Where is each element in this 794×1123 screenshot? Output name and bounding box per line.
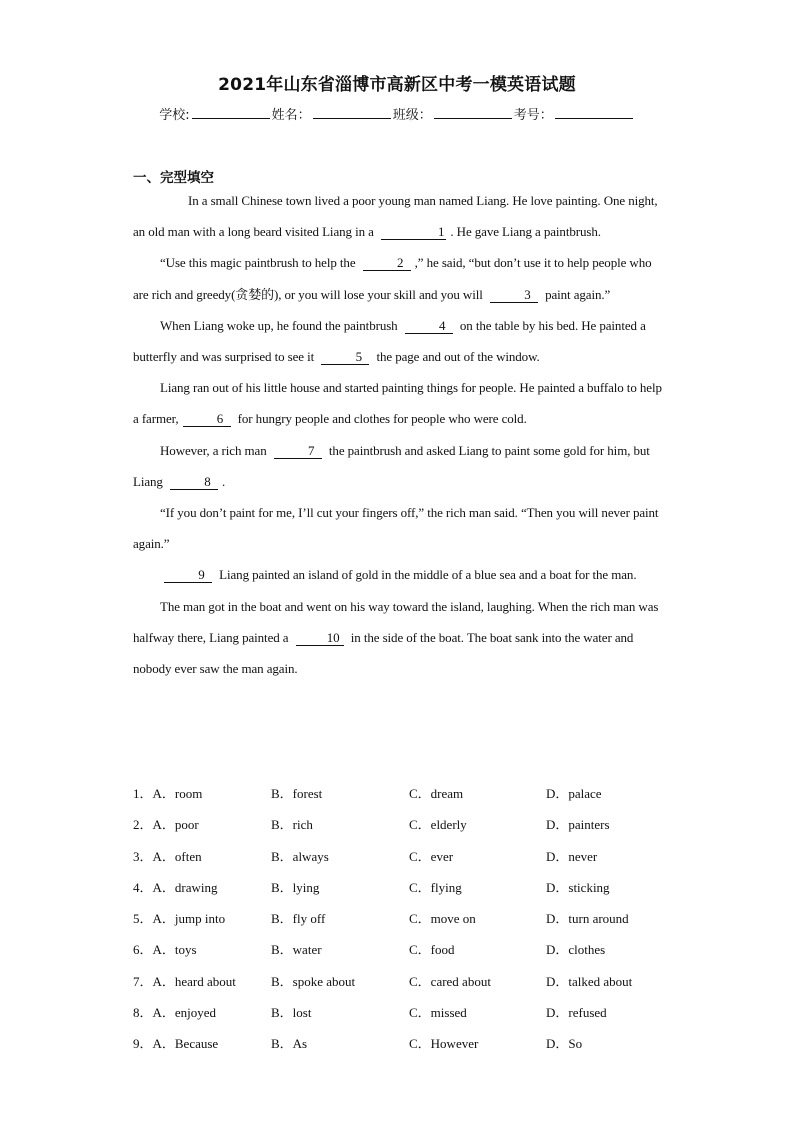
option-c[interactable]: C．cared about (409, 973, 491, 989)
school-label: 学校: (159, 108, 190, 123)
exam-title: 2021年山东省淄博市高新区中考一模英语试题 (218, 75, 576, 95)
student-info-line (0, 104, 794, 123)
blank-9[interactable]: 9 (164, 567, 212, 583)
option-row-7 (133, 966, 673, 997)
option-a[interactable]: 6．A．toys (133, 942, 197, 958)
answer-options (133, 778, 673, 1060)
option-d[interactable]: D．refused (546, 1005, 607, 1021)
name-blank[interactable] (313, 106, 391, 119)
class-blank[interactable] (434, 106, 512, 119)
blank-6[interactable]: 6 (183, 411, 231, 427)
option-c[interactable]: C．flying (409, 879, 462, 895)
paragraph-text: on the table by his bed. He painted a butterfly and was surprised to see it (133, 317, 646, 365)
paragraph-text: The man got in the boat and went on his way toward the island, laughing. When the rich man was halfway there, Liang painted a (133, 598, 659, 645)
paragraph-2 (133, 247, 663, 309)
paragraph-text: “If you don’t paint for me, I’ll cut your fingers off,” the rich man said. “Then you will never paint again.” (133, 505, 659, 552)
option-a[interactable]: 1．A．room (133, 786, 203, 801)
option-row-8 (133, 997, 673, 1028)
blank-3[interactable]: 3 (490, 287, 538, 303)
option-d[interactable]: D．turn around (546, 911, 629, 927)
option-c[interactable]: C．ever (409, 848, 454, 864)
paragraph-1 (133, 185, 663, 247)
number-label: 考号： (513, 108, 553, 123)
option-a[interactable]: 5．A．jump into (133, 911, 226, 927)
class-label: 班级： (392, 108, 432, 123)
option-a[interactable]: 4．A．drawing (133, 879, 218, 895)
cloze-passage (133, 185, 663, 684)
paragraph-text: In a small Chinese town lived a poor young man named Liang. He love painting. One night, an old man with a long beard visited Liang in a (133, 193, 658, 240)
option-b[interactable]: B．lost (271, 1005, 312, 1021)
blank-4[interactable]: 4 (405, 318, 453, 334)
paragraph-text: “Use this magic paintbrush to help the (160, 255, 356, 271)
number-blank[interactable] (555, 106, 633, 119)
paragraph-text: in the side of the boat. The boat sank into the water and nobody ever saw the man again. (133, 629, 634, 677)
paragraph-7 (133, 559, 663, 590)
option-b[interactable]: B．As (271, 1036, 308, 1052)
paragraph-text: ,” he said, “but don’t use it to help people who are rich and greedy(贪婪的), or you will lose your skill and you will (133, 255, 652, 302)
paragraph-text: However, a rich man (160, 442, 267, 458)
option-b[interactable]: B．always (271, 848, 329, 864)
paragraph-text: for hungry people and clothes for people who were cold. (237, 411, 527, 427)
option-row-6 (133, 934, 673, 965)
option-b[interactable]: B．forest (271, 786, 323, 801)
option-b[interactable]: B．rich (271, 817, 313, 833)
paragraph-text: paint again.” (545, 286, 611, 302)
paragraph-8 (133, 591, 663, 685)
paragraph-5 (133, 435, 663, 497)
option-b[interactable]: B．water (271, 942, 322, 958)
option-a[interactable]: 8．A．enjoyed (133, 1005, 217, 1021)
blank-10[interactable]: 10 (296, 630, 344, 646)
blank-7[interactable]: 7 (274, 443, 322, 459)
option-row-1 (133, 778, 673, 809)
blank-1[interactable]: 1 (381, 224, 446, 240)
option-row-3 (133, 841, 673, 872)
option-d[interactable]: D．So (546, 1036, 583, 1052)
paragraph-text: the page and out of the window. (376, 349, 540, 365)
blank-2[interactable]: 2 (363, 255, 411, 271)
name-label: 姓名： (271, 108, 311, 123)
option-b[interactable]: B．fly off (271, 911, 326, 927)
option-row-4 (133, 872, 673, 903)
option-c[interactable]: C．elderly (409, 817, 467, 833)
paragraph-text: Liang painted an island of gold in the middle of a blue sea and a boat for the man. (219, 567, 637, 583)
paragraph-text: When Liang woke up, he found the paintbrush (160, 317, 398, 333)
option-a[interactable]: 9．A．Because (133, 1036, 219, 1052)
option-a[interactable]: 7．A．heard about (133, 973, 236, 989)
option-d[interactable]: D．clothes (546, 942, 606, 958)
option-d[interactable]: D．talked about (546, 973, 633, 989)
school-blank[interactable] (192, 106, 270, 119)
option-c[interactable]: C．food (409, 942, 455, 958)
paragraph-6 (133, 497, 663, 559)
paragraph-3 (133, 310, 663, 372)
option-c[interactable]: C．missed (409, 1005, 467, 1021)
option-row-5 (133, 903, 673, 934)
blank-5[interactable]: 5 (321, 349, 369, 365)
paragraph-4 (133, 372, 663, 434)
option-b[interactable]: B．lying (271, 879, 320, 895)
option-d[interactable]: D．painters (546, 817, 610, 833)
option-c[interactable]: C．move on (409, 911, 476, 927)
option-d[interactable]: D．never (546, 848, 598, 864)
paragraph-text: Liang ran out of his little house and started painting things for people. He painted a buffalo to help a farmer, (133, 380, 662, 427)
paragraph-text: the paintbrush and asked Liang to paint some gold for him, but Liang (133, 442, 650, 489)
option-b[interactable]: B．spoke about (271, 973, 356, 989)
option-row-2 (133, 809, 673, 840)
section-heading: 一、完型填空 (133, 170, 214, 186)
option-a[interactable]: 2．A．poor (133, 817, 199, 833)
paragraph-text: . (221, 473, 226, 489)
option-a[interactable]: 3．A．often (133, 848, 202, 864)
option-d[interactable]: D．palace (546, 786, 602, 801)
blank-8[interactable]: 8 (170, 474, 218, 490)
option-c[interactable]: C．However (409, 1036, 479, 1052)
paragraph-text: . He gave Liang a paintbrush. (450, 224, 601, 240)
option-d[interactable]: D．sticking (546, 879, 610, 895)
option-row-9 (133, 1028, 673, 1059)
option-c[interactable]: C．dream (409, 786, 464, 801)
